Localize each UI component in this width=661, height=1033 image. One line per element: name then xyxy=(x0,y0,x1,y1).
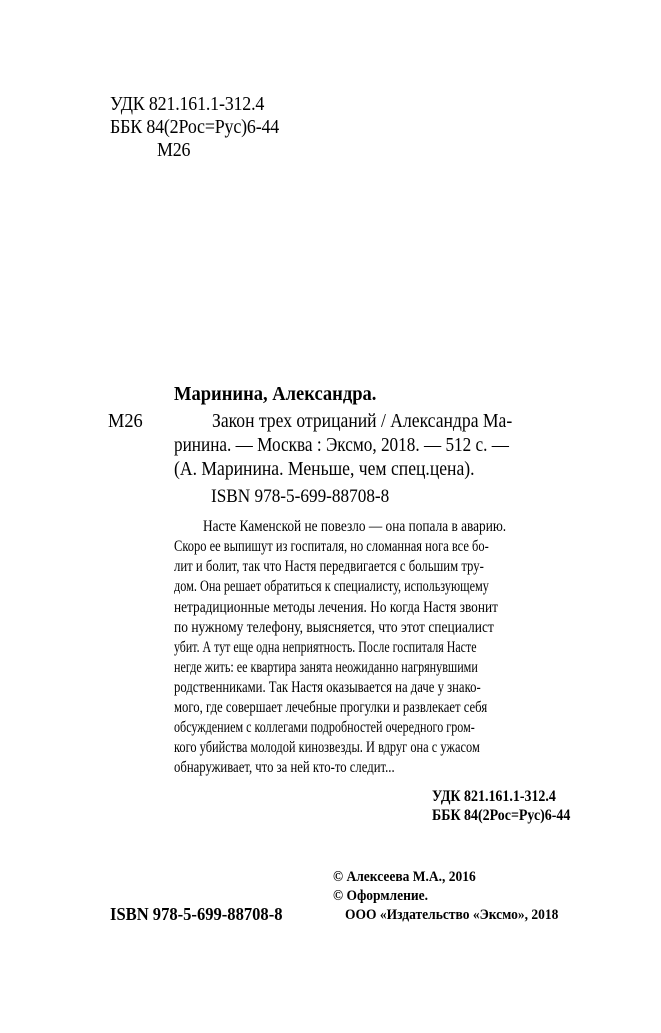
annotation-line-7: убит. А тут еще одна неприятность. После госпиталя Насте xyxy=(174,639,477,656)
annotation-line-1: Насте Каменской не повезло — она попала в аварию. xyxy=(203,518,507,535)
record-line-3: (А. Маринина. Меньше, чем спец.цена). xyxy=(174,458,475,480)
bottom-bbk-code: ББК 84(2Рос=Рус)6-44 xyxy=(432,807,571,824)
annotation-line-13: обнаруживает, что за ней кто-то следит... xyxy=(174,759,395,776)
annotation-line-2: Скоро ее выпишут из госпиталя, но сломанная нога все бо- xyxy=(174,538,489,555)
copyright-line-2: © Оформление. xyxy=(333,888,429,904)
annotation-line-6: по нужному телефону, выясняется, что этот специалист xyxy=(174,619,494,636)
annotation-line-12: кого убийства молодой кинозвезды. И вдруг она с ужасом xyxy=(174,739,480,756)
bottom-udk-code: УДК 821.161.1-312.4 xyxy=(432,788,556,805)
copyright-line-1: © Алексеева М.А., 2016 xyxy=(333,869,476,885)
author-mark-top: М26 xyxy=(157,140,191,161)
record-isbn: ISBN 978-5-699-88708-8 xyxy=(211,487,390,507)
annotation-line-3: лит и болит, так что Настя передвигается с большим тру- xyxy=(174,558,484,575)
bbk-code: ББК 84(2Рос=Рус)6-44 xyxy=(110,117,280,138)
record-author-mark: М26 xyxy=(108,410,143,432)
record-author: Маринина, Александра. xyxy=(174,384,377,405)
udk-code: УДК 821.161.1-312.4 xyxy=(110,94,265,115)
copyright-line-3: ООО «Издательство «Эксмо», 2018 xyxy=(345,907,559,923)
bottom-isbn: ISBN 978-5-699-88708-8 xyxy=(110,904,283,924)
record-line-1: Закон трех отрицаний / Александра Ма- xyxy=(212,410,513,432)
record-line-2: ринина. — Москва : Эксмо, 2018. — 512 с. — xyxy=(174,434,509,456)
annotation-line-8: негде жить: ее квартира занята неожиданно нагрянувшими xyxy=(174,659,478,676)
annotation-line-10: мого, где совершает лечебные прогулки и развлекает себя xyxy=(174,699,488,716)
annotation-line-4: дом. Она решает обратиться к специалисту, использующему xyxy=(174,578,489,595)
annotation-line-5: нетрадиционные методы лечения. Но когда Настя звонит xyxy=(174,599,498,616)
annotation-line-9: родственниками. Так Настя оказывается на даче у знако- xyxy=(174,679,481,696)
annotation-line-11: обсуждением с коллегами подробностей очередного гром- xyxy=(174,719,475,736)
